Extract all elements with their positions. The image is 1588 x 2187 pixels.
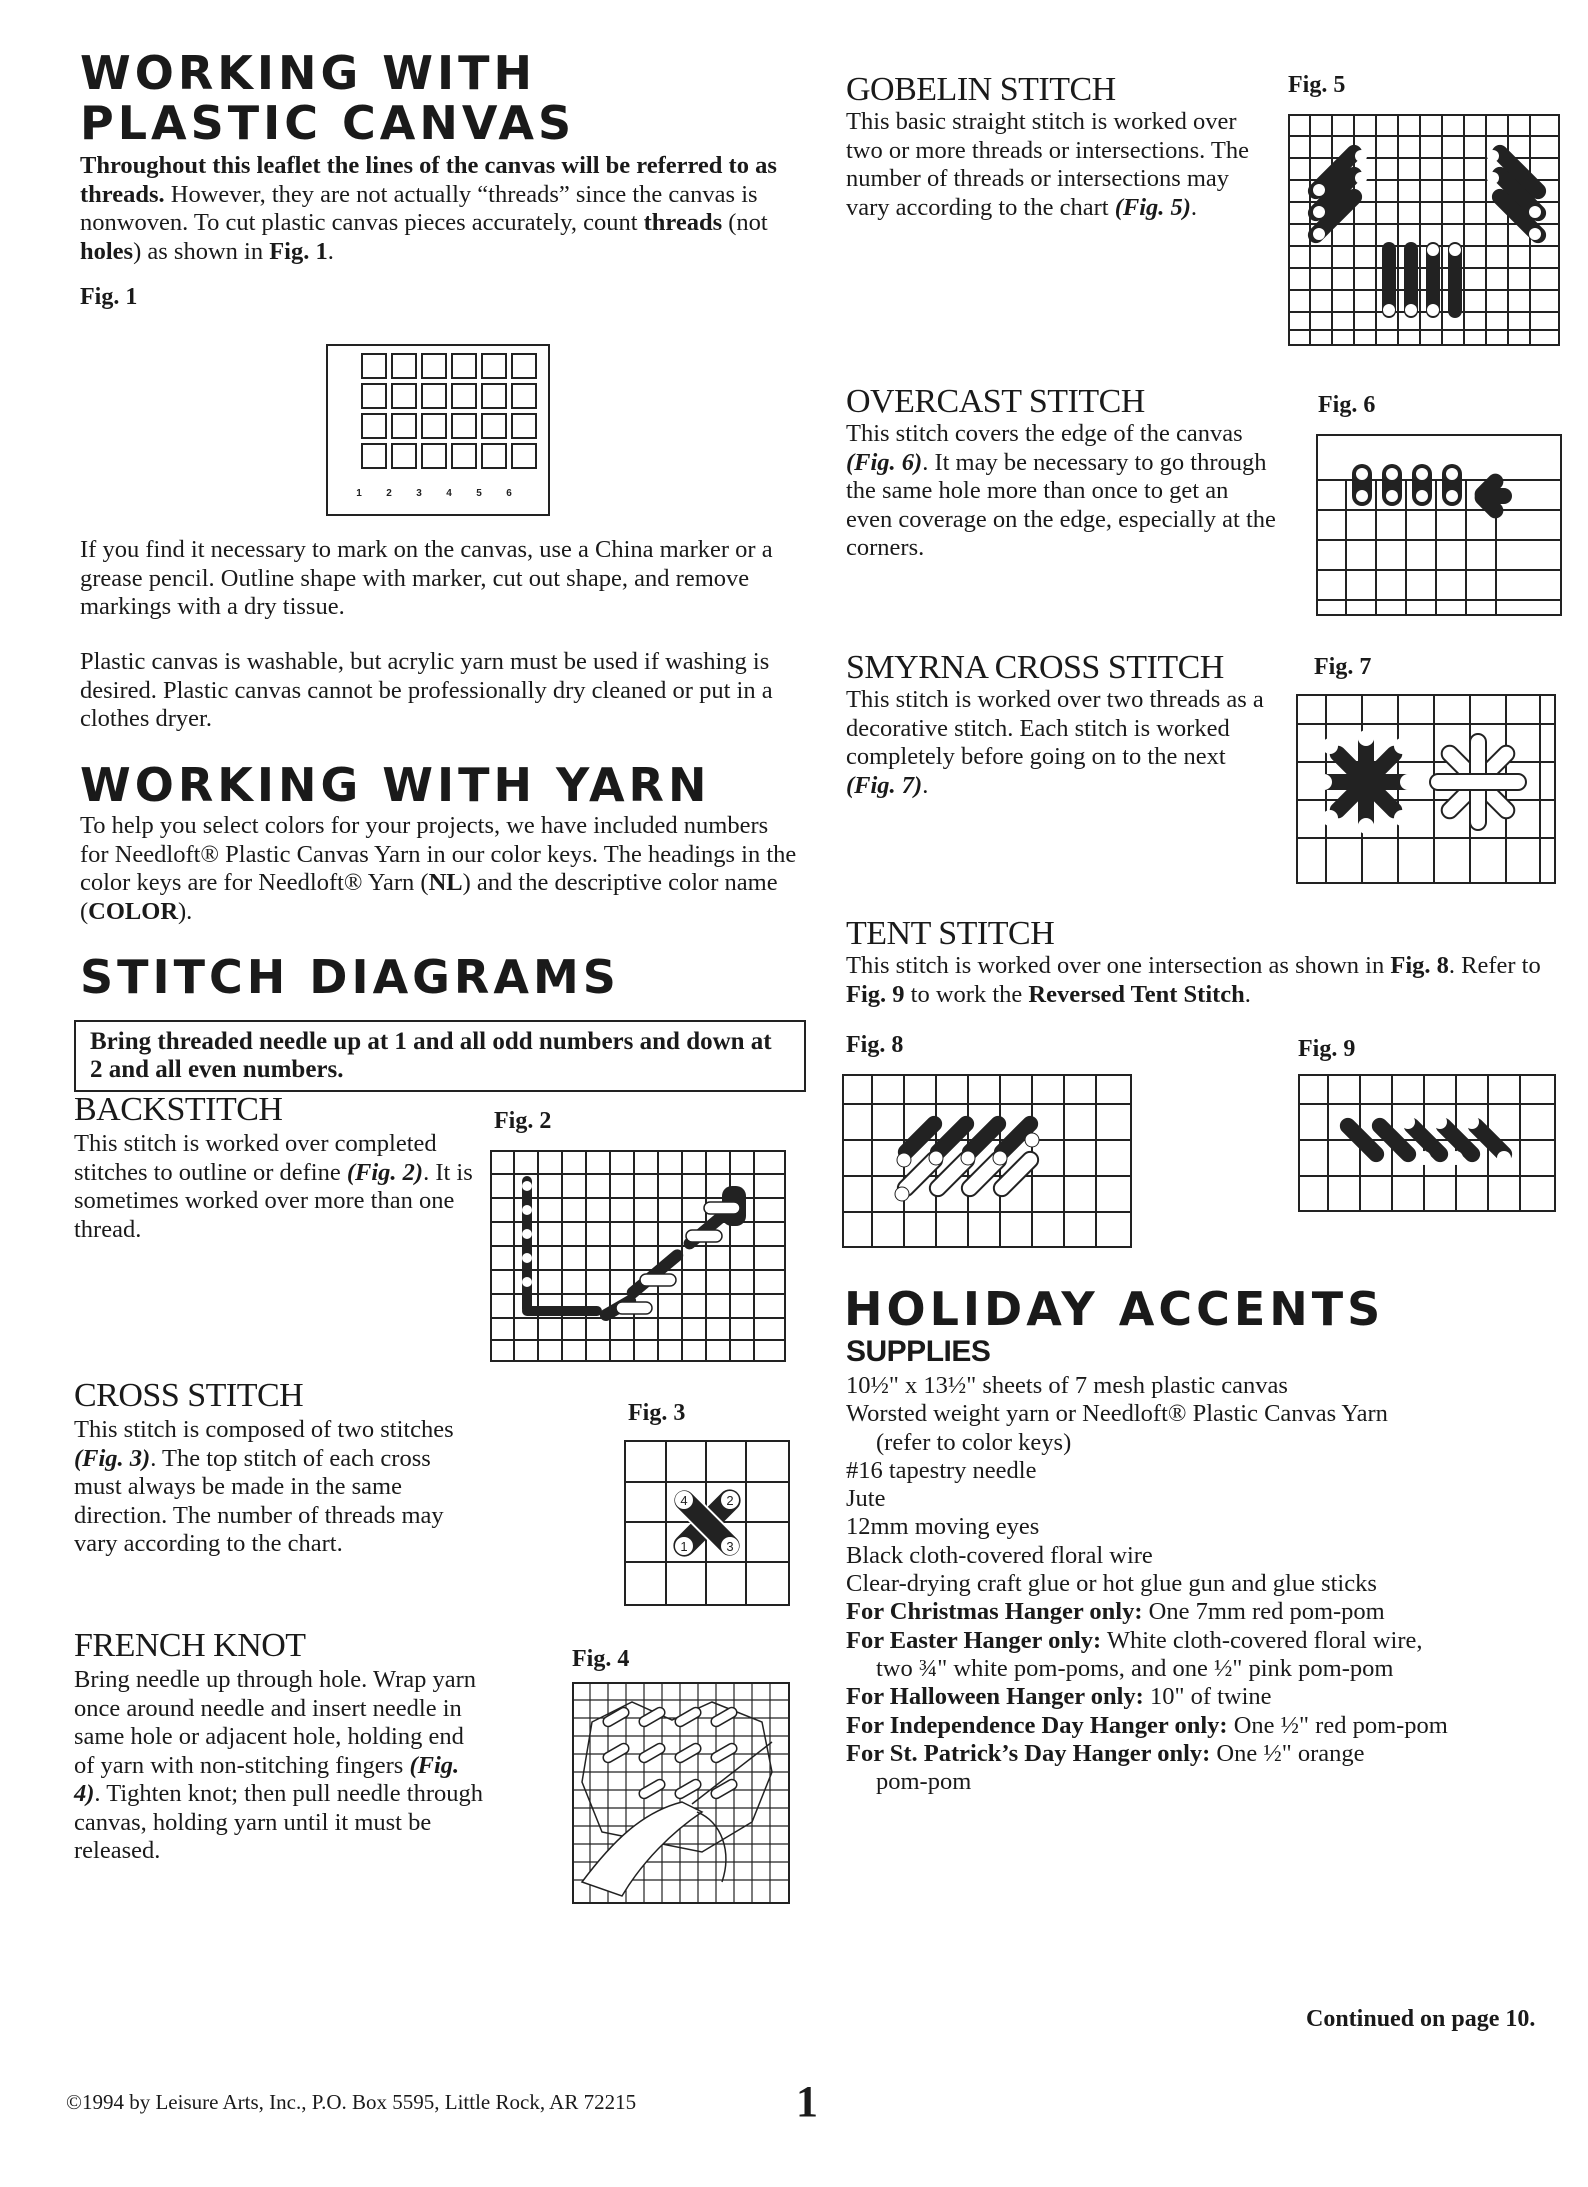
overcast-text [846, 420, 1276, 563]
yarn-text-2: ) and the descriptive color name ( [80, 869, 778, 925]
fig3-num: 1 [680, 1539, 688, 1554]
tent-text-3: to work the [904, 980, 1029, 1008]
supply-item: 10½" x 13½" sheets of 7 mesh plastic canvas [846, 1372, 1288, 1399]
fig3-num: 3 [726, 1539, 734, 1554]
fig4-diagram [572, 1682, 790, 1904]
french-text-1: Bring needle up through hole. Wrap yarn once around needle and insert needle in same hole or adjacent hole, holding end of yarn with non-stitching fingers [74, 1666, 477, 1779]
supply-easter [846, 1627, 1546, 1655]
holiday-title: HOLIDAY ACCENTS [844, 1282, 1385, 1336]
yarn-text-3: ). [178, 897, 193, 925]
working-yarn-title: WORKING WITH YARN [80, 758, 711, 812]
instruction-box: Bring threaded needle up at 1 and all odd numbers and down at 2 and all even numbers. [74, 1020, 806, 1092]
supply-easter-cont: two ¾" white pom-poms, and one ½" pink pom-pom [876, 1654, 1394, 1682]
cross-text-2: . The top stitch of each cross must always be made in the same direction. The number of threads may vary according to the chart. [74, 1444, 444, 1557]
gobelin-text [846, 108, 1276, 222]
fig7-label: Fig. 7 [1314, 654, 1372, 680]
working-canvas-section [80, 48, 800, 266]
supplies-title: SUPPLIES [846, 1335, 991, 1368]
supply-item: 12mm moving eyes [846, 1513, 1040, 1541]
supply-halloween [846, 1683, 1546, 1711]
fig2-label: Fig. 2 [494, 1108, 552, 1134]
overcast-text-2: . It may be necessary to go through the same hole more than once to get an even coverage on the edge, especially at the corners. [846, 448, 1276, 561]
intro-rest-2: (not [722, 209, 768, 236]
supply-item: (refer to color keys) [876, 1428, 1072, 1456]
para-marker: If you find it necessary to mark on the canvas, use a China marker or a grease pencil. Outline shape with marker, cut out shape, and remove markings with a dry tissue. [80, 536, 773, 620]
christmas-label: For Christmas Hanger only: [846, 1598, 1143, 1626]
intro-end: . [327, 237, 334, 265]
french-text-2: . Tighten knot; then pull needle through canvas, holding yarn until it must be released. [74, 1780, 484, 1864]
working-canvas-title-line1: WORKING WITH [80, 46, 537, 100]
fig8-diagram [842, 1074, 1132, 1248]
gobelin-fig-ref: (Fig. 5) [1114, 193, 1191, 221]
fig7-diagram [1296, 694, 1556, 884]
intro-fig: Fig. 1 [269, 237, 328, 265]
fig9-diagram [1298, 1074, 1556, 1212]
tent-text-2: . Refer to [1448, 952, 1541, 979]
yarn-text-1: To help you select colors for your projects, we have included numbers for Needloft® Plastic Canvas Yarn in our color keys. The headings in the color keys are for Needloft® Yarn ( [80, 812, 797, 896]
supply-item: Worsted weight yarn or Needloft® Plastic Canvas Yarn [846, 1400, 1388, 1428]
fig3-num: 4 [680, 1493, 688, 1508]
independence-text: One ½" red pom-pom [1227, 1711, 1448, 1739]
intro-holes: holes [80, 237, 134, 265]
fig5-label: Fig. 5 [1288, 72, 1346, 98]
overcast-fig-ref: (Fig. 6) [846, 448, 923, 476]
fig1-diagram [326, 344, 550, 516]
yarn-nl: NL [428, 869, 463, 896]
fig6-diagram [1316, 434, 1562, 616]
cross-text-1: This stitch is composed of two stitches [74, 1416, 454, 1443]
supply-independence [846, 1712, 1546, 1740]
easter-text: White cloth-covered floral wire, [1101, 1626, 1423, 1654]
tent-fig8: Fig. 8 [1390, 952, 1449, 979]
working-canvas-title-line2: PLASTIC CANVAS [80, 96, 576, 150]
supply-stpatrick-cont: pom-pom [876, 1768, 972, 1796]
fig1-number: 6 [506, 488, 512, 499]
smyrna-fig-ref: (Fig. 7) [846, 771, 923, 799]
fig2-diagram [490, 1150, 786, 1362]
intro-bold: Throughout this leaflet the lines of the canvas will be referred to as threads. [80, 152, 777, 208]
intro-rest-3: ) as shown in [133, 237, 270, 265]
smyrna-title: SMYRNA CROSS STITCH [846, 649, 1224, 686]
french-fig-ref: (Fig. 4) [74, 1751, 460, 1807]
cross-stitch-text [74, 1416, 484, 1559]
overcast-text-1: This stitch covers the edge of the canvas [846, 420, 1243, 447]
overcast-title: OVERCAST STITCH [846, 383, 1145, 420]
easter-label: For Easter Hanger only: [846, 1626, 1102, 1654]
tent-text [846, 952, 1556, 1009]
tent-text-4: . [1244, 980, 1251, 1008]
para-wash: Plastic canvas is washable, but acrylic yarn must be used if washing is desired. Plastic canvas cannot be professionally dry cleaned or put in a clothes dryer. [80, 648, 773, 732]
french-knot-title: FRENCH KNOT [74, 1627, 306, 1664]
fig9-label: Fig. 9 [1298, 1036, 1356, 1062]
intro-threads: threads [643, 209, 723, 236]
tent-fig9: Fig. 9 [846, 980, 905, 1008]
supply-stpatrick [846, 1740, 1546, 1768]
fig8-label: Fig. 8 [846, 1032, 904, 1058]
fig6-label: Fig. 6 [1318, 392, 1376, 418]
backstitch-title: BACKSTITCH [74, 1091, 283, 1128]
fig1-number: 2 [386, 488, 392, 499]
intro-rest-1: However, they are not actually “threads” since the canvas is nonwoven. To cut plastic canvas pieces accurately, count [80, 180, 758, 236]
fig1-number: 4 [446, 488, 452, 499]
supply-christmas [846, 1598, 1546, 1626]
fig3-num: 2 [726, 1493, 734, 1508]
christmas-text: One 7mm red pom-pom [1142, 1598, 1385, 1626]
tent-text-1: This stitch is worked over one intersection as shown in [846, 952, 1391, 979]
stpatrick-label: For St. Patrick’s Day Hanger only: [846, 1739, 1211, 1767]
supply-item: Jute [846, 1485, 886, 1513]
fig3-label: Fig. 3 [628, 1400, 686, 1426]
halloween-text: 10" of twine [1143, 1683, 1272, 1711]
tent-title: TENT STITCH [846, 915, 1055, 952]
working-yarn-section [80, 760, 800, 926]
fig1-number: 5 [476, 488, 482, 499]
supplies-list [846, 1372, 1546, 1796]
continued-note: Continued on page 10. [1306, 2006, 1536, 2032]
supply-item: #16 tapestry needle [846, 1456, 1037, 1484]
fig1-number: 3 [416, 488, 422, 499]
independence-label: For Independence Day Hanger only: [846, 1711, 1228, 1739]
yarn-color: COLOR [88, 897, 179, 925]
fig5-diagram [1288, 114, 1560, 346]
french-knot-text [74, 1666, 484, 1866]
fig4-label: Fig. 4 [572, 1646, 630, 1672]
tent-reversed: Reversed Tent Stitch [1028, 980, 1245, 1008]
smyrna-text-1: This stitch is worked over two threads as a decorative stitch. Each stitch is worked completely before going on to the next [846, 686, 1264, 770]
working-yarn-text [80, 812, 800, 926]
stitch-diagrams-title: STITCH DIAGRAMS [80, 950, 620, 1004]
cross-fig-ref: (Fig. 3) [74, 1444, 151, 1472]
backstitch-text-2: . It is sometimes worked over more than one thread. [74, 1158, 473, 1243]
supply-item: Black cloth-covered floral wire [846, 1541, 1153, 1569]
gobelin-text-1: This basic straight stitch is worked over two or more threads or intersections. The number of threads or intersections may vary according to the chart [846, 108, 1250, 221]
copyright: ©1994 by Leisure Arts, Inc., P.O. Box 5595, Little Rock, AR 72215 [66, 2090, 637, 2114]
smyrna-text-2: . [922, 771, 929, 799]
fig1-number: 1 [356, 488, 362, 499]
page-number: 1 [796, 2077, 818, 2126]
stpatrick-text: One ½" orange [1210, 1739, 1365, 1767]
gobelin-title: GOBELIN STITCH [846, 71, 1116, 108]
cross-stitch-title: CROSS STITCH [74, 1377, 304, 1414]
halloween-label: For Halloween Hanger only: [846, 1683, 1144, 1711]
supply-item: Clear-drying craft glue or hot glue gun and glue sticks [846, 1570, 1377, 1598]
fig1-label: Fig. 1 [80, 284, 138, 310]
backstitch-text-1: This stitch is worked over completed stitches to outline or define [74, 1130, 437, 1186]
gobelin-text-2: . [1190, 193, 1198, 221]
working-canvas-intro [80, 152, 800, 266]
fig3-diagram [624, 1440, 790, 1606]
backstitch-text [74, 1130, 484, 1244]
smyrna-text [846, 686, 1276, 800]
backstitch-fig-ref: (Fig. 2) [346, 1158, 424, 1186]
